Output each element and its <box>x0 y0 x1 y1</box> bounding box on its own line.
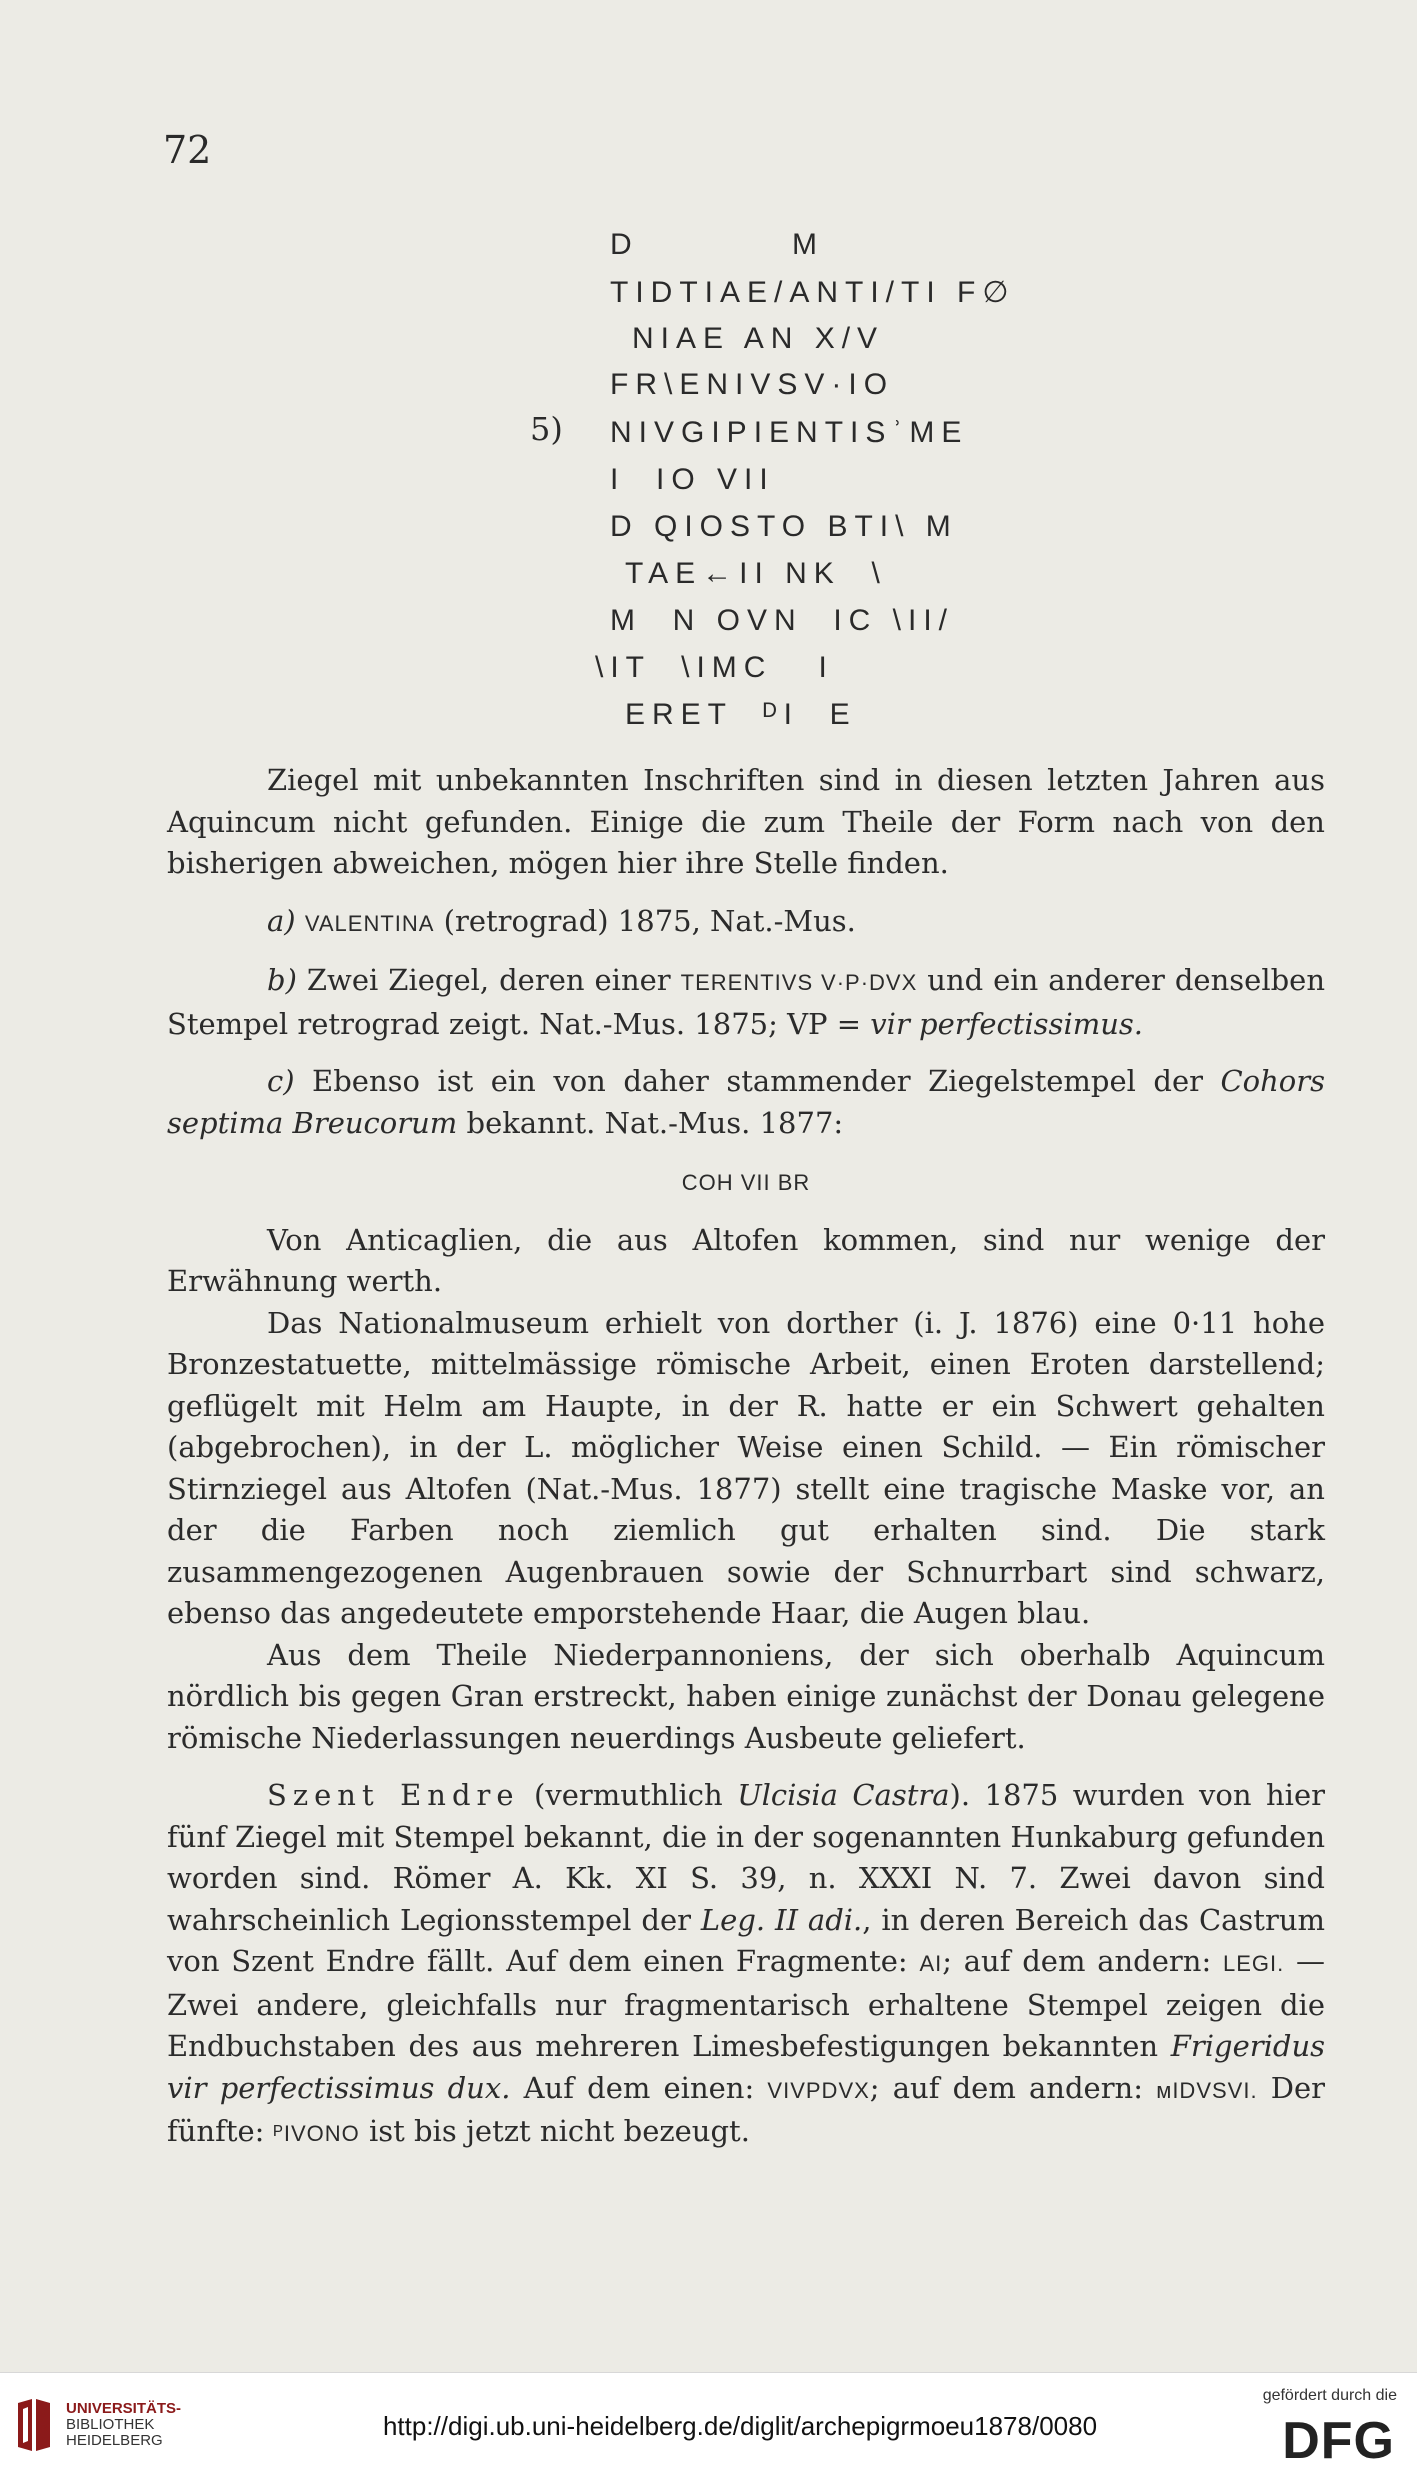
stamp-coh: COH VII BR <box>681 1170 811 1195</box>
item-a: a) VALENTINA (retrograd) 1875, Nat.-Mus. <box>267 903 856 938</box>
stamp-text: ᴾIVONO <box>273 2121 360 2146</box>
item-b: b) Zwei Ziegel, deren einer TERENTIVS V·P·DVX und ein anderer denselben Stempel retrograd zeigt. Nat.-Mus. 1875; VP = vir perfectissimus. <box>167 963 1325 1041</box>
inscription-line: ERET ᴰI E <box>625 698 857 731</box>
stamp-text: VALENTINA <box>304 910 435 936</box>
stamp-text: LEGI. <box>1222 1951 1285 1976</box>
paragraph-anticaglien: Von Anticaglien, die aus Altofen kommen, sind nur wenige der Erwähnung werth. <box>167 1222 1325 1298</box>
permalink-url[interactable]: http://digi.ub.uni-heidelberg.de/diglit/archepigrmoeu1878/0080 <box>382 2411 1098 2441</box>
paragraph-intro: Ziegel mit unbekannten Inschriften sind in diesen letzten Jahren aus Aquincum nicht gefunden. Einige die zum Theile der Form nach von den bisherigen abweichen, mögen hier ihre Stelle finden. <box>167 763 1325 880</box>
university-library-logo-text[interactable]: UNIVERSITÄTS- BIBLIOTHEK HEIDELBERG <box>66 2400 182 2449</box>
stamp-text: TERENTIVS V·P·DVX <box>680 970 918 995</box>
dfg-logo[interactable]: DFG <box>1282 2412 1395 2470</box>
inscription-line: I IO VII <box>610 463 775 496</box>
inscription-line: TIDTIAE/ANTI/TI F∅ <box>610 276 1016 309</box>
paragraph-nationalmuseum: Das Nationalmuseum erhielt von dorther (i. J. 1876) eine 0·11 hohe Bronzestatuette, mittelmässige römische Arbeit, einen Eroten darstellend; geflügelt mit Helm am Haupte, in der R. hatte er ein Schwert gehalten (abgebrochen), in der L. möglicher Weise einen Schild. — Ein römischer Stirnziegel aus Altofen (Nat.-Mus. 1877) stellt eine tragische Maske vor, an der die Farben noch ziemlich gut erhalten sind. Die stark zusammengezogenen Augenbrauen sowie der Schnurrbart sind schwarz, ebenso das angedeutete emporstehende Haar, die Augen blau. <box>167 1305 1325 1630</box>
inscription-line: NIAE AN X/V <box>632 322 885 355</box>
item-c: c) Ebenso ist ein von daher stammender Ziegelstempel der Cohors septima Breucorum bekannt. Nat.-Mus. 1877: <box>167 1064 1325 1140</box>
inscription-line: M N OVN IC \II/ <box>610 604 955 637</box>
stamp-text: AI <box>919 1951 943 1976</box>
inscription-line: NIVGIPIENTISʾME <box>610 416 969 449</box>
body-text <box>167 760 1325 2155</box>
inscription-line: \IT \IMC I <box>595 651 834 684</box>
paragraph-niederpannonien: Aus dem Theile Niederpannoniens, der sich oberhalb Aquincum nördlich bis gegen Gran erstreckt, haben einige zunächst der Donau gelegene römische Niederlassungen neuerdings Ausbeute geliefert. <box>167 1637 1325 1755</box>
stamp-text: VIVPDVX <box>767 2077 870 2103</box>
page-number: 72 <box>163 128 212 172</box>
inscription-line: D QIOSTO BTI\ M <box>610 510 958 543</box>
stamp-text: ᴍIDVSVI. <box>1156 2077 1258 2103</box>
funded-by-label: gefördert durch die <box>1262 2387 1397 2404</box>
inscription-line: TAE←II NK \ <box>625 557 887 590</box>
university-library-logo-icon[interactable] <box>14 2395 54 2455</box>
paragraph-szent-endre: Szent Endre (vermuthlich Ulcisia Castra). 1875 wurden von hier fünf Ziegel mit Stempel bekannt, die in der sogenannten Hunkaburg gefunden worden sind. Römer A. Kk. XI S. 39, n. XXXI N. 7. Zwei davon sind wahrscheinlich Legionsstempel der Leg. II adi., in deren Bereich das Castrum von Szent Endre fällt. Auf dem einen Fragmente: AI; auf dem andern: LEGI. — Zwei andere, gleichfalls nur fragmentarisch erhaltene Stempel zeigen die Endbuchstaben des aus mehreren Limesbefestigungen bekannten Frigeridus vir perfectissimus dux. Auf dem einen: VIVPDVX; auf dem andern: ᴍIDVSVI. Der fünfte: ᴾIVONO ist bis jetzt nicht bezeugt. <box>167 1778 1326 2148</box>
inscription-number: 5) <box>530 410 563 448</box>
footer-bar <box>0 2372 1417 2475</box>
inscription-line: D M <box>610 228 825 261</box>
inscription-line: FR\ENIVSV·IO <box>610 368 895 401</box>
